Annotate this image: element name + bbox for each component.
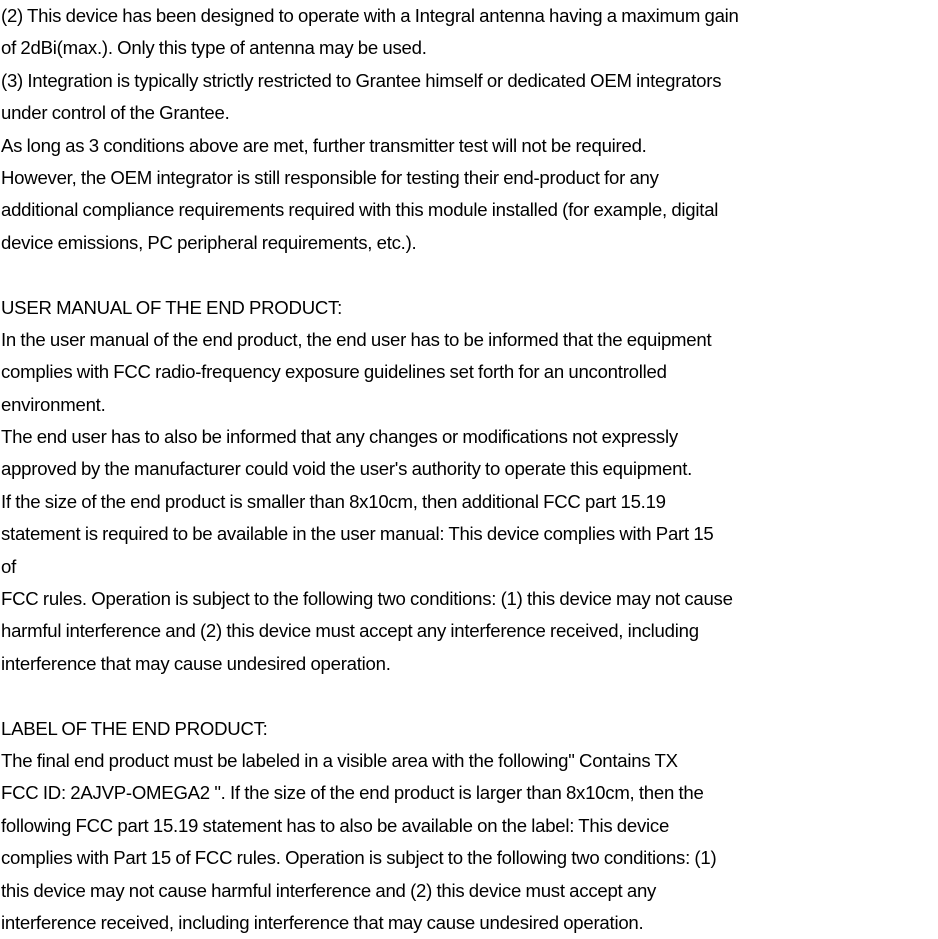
blank-line [1, 259, 938, 291]
text-line: harmful interference and (2) this device must accept any interference received, including [1, 620, 699, 642]
text-line: If the size of the end product is smaller than 8x10cm, then additional FCC part 15.19 [1, 490, 666, 512]
text-line: The end user has to also be informed that any changes or modifications not expressly [1, 426, 678, 448]
text-line: this device may not cause harmful interference and (2) this device must accept any [1, 879, 657, 901]
text-line: device emissions, PC peripheral requirements, etc.). [1, 231, 417, 253]
text-line: under control of the Grantee. [1, 102, 230, 124]
text-line: of [1, 555, 17, 577]
text-line: However, the OEM integrator is still responsible for testing their end-product for any [1, 166, 659, 188]
section-heading-label: LABEL OF THE END PRODUCT: [1, 717, 268, 739]
text-line: In the user manual of the end product, the end user has to be informed that the equipment [1, 328, 712, 350]
text-line: FCC ID: 2AJVP-OMEGA2 ". If the size of the end product is larger than 8x10cm, then the [1, 782, 704, 804]
text-line: complies with Part 15 of FCC rules. Operation is subject to the following two conditions: (1) [1, 847, 717, 869]
text-line: complies with FCC radio-frequency exposure guidelines set forth for an uncontrolled [1, 361, 667, 383]
text-line: (2) This device has been designed to operate with a Integral antenna having a maximum gain [1, 5, 739, 26]
blank-line [1, 680, 938, 712]
text-line: approved by the manufacturer could void the user's authority to operate this equipment. [1, 458, 693, 480]
text-line: interference received, including interference that may cause undesired operation. [1, 911, 644, 933]
text-line: additional compliance requirements required with this module installed (for example, digital [1, 199, 719, 221]
text-line: As long as 3 conditions above are met, further transmitter test will not be required. [1, 134, 647, 156]
text-line: The final end product must be labeled in a visible area with the following" Contains TX [1, 749, 678, 771]
text-line: statement is required to be available in the user manual: This device complies with Part 15 [1, 523, 714, 545]
text-line: FCC rules. Operation is subject to the following two conditions: (1) this device may not cause [1, 588, 733, 610]
text-line: interference that may cause undesired operation. [1, 652, 391, 674]
text-line: of 2dBi(max.). Only this type of antenna may be used. [1, 37, 427, 59]
text-line: following FCC part 15.19 statement has to also be available on the label: This device [1, 814, 670, 836]
text-line: (3) Integration is typically strictly restricted to Grantee himself or dedicated OEM integrators [1, 69, 722, 91]
section-heading-user-manual: USER MANUAL OF THE END PRODUCT: [1, 296, 343, 318]
text-line: environment. [1, 393, 106, 415]
